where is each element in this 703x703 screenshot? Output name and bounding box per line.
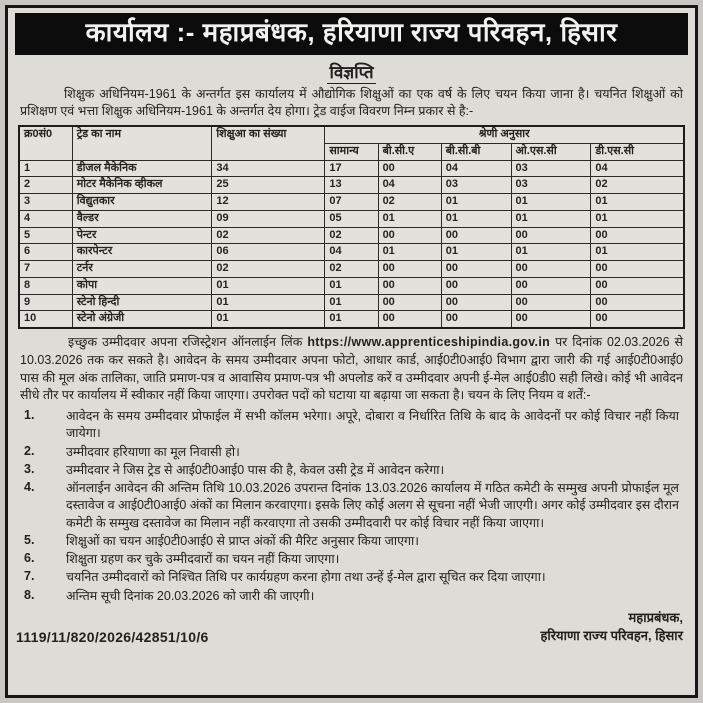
- condition-number: 2.: [24, 443, 35, 458]
- document-frame: [5, 5, 698, 698]
- cell-osc: 01: [511, 194, 591, 211]
- registration-url-text: https://www.apprenticeshipindia.gov.in: [307, 335, 551, 349]
- cell-bcb: 00: [441, 261, 511, 278]
- column-header-bcb: बी.सी.बी: [441, 143, 511, 160]
- condition-number: 4.: [24, 480, 35, 494]
- condition-text: उम्मीदवार ने जिस ट्रेड से आई0टी0आई0 पास की है, केवल उसी ट्रेड में आवेदन करेगा।: [66, 462, 445, 477]
- footer: [16, 609, 683, 645]
- cell-serial: 5: [19, 227, 72, 244]
- cell-bca: 00: [378, 160, 441, 177]
- cell-trade-name: कोपा: [72, 277, 212, 294]
- cell-general: 13: [325, 177, 378, 194]
- table-row: [19, 194, 684, 211]
- cell-general: 01: [325, 277, 378, 294]
- cell-general: 07: [325, 194, 378, 211]
- reference-number: 1119/11/820/2026/42851/10/6: [16, 629, 209, 646]
- cell-dsc: 00: [591, 277, 684, 294]
- cell-bcb: 03: [441, 177, 511, 194]
- column-header-bca: बी.सी.ए: [378, 143, 441, 160]
- condition-number: 7.: [24, 569, 35, 584]
- condition-text: ऑनलाईन आवेदन की अन्तिम तिथि 10.03.2026 उपरान्त दिनांक 13.03.2026 कार्यालय में गठित कमेटी के सम्मुख अपनी प्रोफाईल मूल दस्तावेज व आई0टी0आई0 अंकों का मिलान करवाएगा। इसके लिए कोई अलग से सूचना नहीं भेजी जाएगी। अगर कोई उम्मीदवार इस दौरान कमेटी के सम्मुख दस्तावेज का मिलान नहीं करवाएगा तो उसकी उम्मीदवारी पर कोई विचार नहीं किया जाएगा।: [66, 481, 679, 530]
- condition-item: [20, 569, 683, 586]
- cell-trade-name: वैल्डर: [72, 210, 212, 227]
- condition-text: चयनित उम्मीदवारों को निश्चित तिथि पर कार्यग्रहण करना होगा तथा उन्हें ई-मेल द्वारा सूचित कर दिया जाएगा।: [66, 570, 546, 585]
- condition-text: अन्तिम सूची दिनांक 20.03.2026 को जारी की जाएगी।: [66, 588, 315, 603]
- cell-dsc: 00: [591, 261, 684, 278]
- cell-serial: 2: [19, 177, 72, 194]
- cell-apprentice-count: 02: [212, 227, 325, 244]
- column-header-count: शिक्षुआ का संख्या: [212, 126, 325, 160]
- registration-text-before: इच्छुक उम्मीदवार अपना रजिस्ट्रेशन ऑनलाईन लिंक: [68, 335, 303, 349]
- cell-bcb: 01: [441, 210, 511, 227]
- cell-serial: 9: [19, 294, 72, 311]
- condition-item: [20, 444, 683, 461]
- cell-general: 17: [325, 160, 378, 177]
- cell-dsc: 00: [591, 311, 684, 328]
- cell-serial: 8: [19, 277, 72, 294]
- table-row: [19, 160, 684, 177]
- office-header-title: कार्यालय :- महाप्रबंधक, हरियाणा राज्य परिवहन, हिसार: [85, 17, 618, 47]
- cell-osc: 00: [511, 311, 591, 328]
- cell-bca: 01: [378, 244, 441, 261]
- table-row: [19, 227, 684, 244]
- condition-item: [20, 551, 683, 568]
- cell-general: 04: [325, 244, 378, 261]
- cell-bca: 00: [378, 227, 441, 244]
- cell-bca: 00: [378, 277, 441, 294]
- cell-general: 02: [325, 227, 378, 244]
- cell-osc: 03: [511, 160, 591, 177]
- column-header-serial: क्र0सं0: [19, 126, 72, 160]
- cell-trade-name: टर्नर: [72, 261, 212, 278]
- table-row: [19, 261, 684, 278]
- cell-trade-name: विद्युतकार: [72, 194, 212, 211]
- cell-bca: 04: [378, 177, 441, 194]
- condition-text: आवेदन के समय उम्मीदवार प्रोफाईल में सभी कॉलम भरेगा। अपूरे, दोबारा व निर्धारित तिथि के बाद के आवेदनों पर कोई विचार नहीं किया जायेगा।: [66, 409, 679, 441]
- condition-item: [20, 408, 683, 443]
- cell-dsc: 01: [591, 194, 684, 211]
- cell-dsc: 01: [591, 244, 684, 261]
- cell-osc: 00: [511, 227, 591, 244]
- cell-apprentice-count: 02: [212, 261, 325, 278]
- cell-bcb: 00: [441, 277, 511, 294]
- cell-serial: 3: [19, 194, 72, 211]
- cell-trade-name: डीजल मैकेनिक: [72, 160, 212, 177]
- cell-dsc: 00: [591, 227, 684, 244]
- cell-apprentice-count: 09: [212, 210, 325, 227]
- cell-dsc: 00: [591, 294, 684, 311]
- column-header-general: सामान्य: [325, 143, 378, 160]
- cell-osc: 01: [511, 210, 591, 227]
- table-row: [19, 311, 684, 328]
- cell-general: 01: [325, 294, 378, 311]
- cell-trade-name: मोटर मैकेनिक व्हीकल: [72, 177, 212, 194]
- condition-number: 1.: [24, 408, 35, 422]
- column-header-category-group: श्रेणी अनुसार: [325, 126, 684, 143]
- cell-bcb: 04: [441, 160, 511, 177]
- cell-general: 02: [325, 261, 378, 278]
- cell-bca: 00: [378, 261, 441, 278]
- table-row: [19, 177, 684, 194]
- table-row: [19, 294, 684, 311]
- registration-text-after: पर दिनांक 02.03.2026 से 10.03.2026 तक कर सकते है। आवेदन के समय उम्मीदवार अपना फोटो, आधार कार्ड, आई0टी0आई0 विभाग द्वारा जारी की गई आई0टी0आई0 पास की मूल अंक तालिका, जाति प्रमाण-पत्र व आवासिय प्रमाण-पत्र भी अपलोड करें व उम्मीदवार अपनी ई-मेल आई0डी0 सही लिखे। कोई भी आवेदन सीधे तौर पर कार्यालय में स्वीकार नहीं किया जाएगा। उपरोक्त पदों को घटाया या बढ़ाया जा सकता है। चयन के लिए नियम व शर्तें:-: [20, 335, 684, 403]
- cell-bcb: 01: [441, 194, 511, 211]
- condition-number: 5.: [24, 532, 35, 547]
- cell-trade-name: पेन्टर: [72, 227, 212, 244]
- cell-general: 05: [325, 210, 378, 227]
- cell-bcb: 01: [441, 244, 511, 261]
- cell-serial: 1: [19, 160, 72, 177]
- cell-osc: 00: [511, 261, 591, 278]
- cell-serial: 7: [19, 261, 72, 278]
- column-header-dsc: डी.एस.सी: [591, 143, 684, 160]
- cell-general: 01: [325, 311, 378, 328]
- cell-bca: 01: [378, 210, 441, 227]
- condition-number: 8.: [24, 587, 35, 602]
- condition-item: [20, 480, 683, 532]
- cell-dsc: 04: [591, 160, 684, 177]
- column-header-osc: ओ.एस.सी: [511, 143, 591, 160]
- condition-number: 3.: [24, 461, 35, 476]
- cell-apprentice-count: 01: [212, 311, 325, 328]
- cell-apprentice-count: 34: [212, 160, 325, 177]
- notice-title: विज्ञप्ति: [329, 62, 374, 82]
- table-row: [19, 277, 684, 294]
- cell-trade-name: स्टेनो अंग्रेजी: [72, 311, 212, 328]
- cell-apprentice-count: 25: [212, 177, 325, 194]
- cell-osc: 00: [511, 294, 591, 311]
- cell-dsc: 01: [591, 210, 684, 227]
- condition-text: उम्मीदवार हरियाणा का मूल निवासी हो।: [66, 444, 240, 459]
- cell-bcb: 00: [441, 294, 511, 311]
- signature-office: हरियाणा राज्य परिवहन, हिसार: [540, 627, 683, 643]
- cell-bcb: 00: [441, 227, 511, 244]
- office-header-bar: [15, 13, 688, 55]
- cell-serial: 4: [19, 210, 72, 227]
- table-row: [19, 244, 684, 261]
- cell-bca: 00: [378, 294, 441, 311]
- cell-osc: 01: [511, 244, 591, 261]
- cell-osc: 00: [511, 277, 591, 294]
- signature-designation: महाप्रबंधक,: [628, 609, 683, 625]
- cell-apprentice-count: 12: [212, 194, 325, 211]
- cell-trade-name: कारपेन्टर: [72, 244, 212, 261]
- condition-text: शिक्षुओं का चयन आई0टी0आई0 से प्राप्त अंकों की मैरिट अनुसार किया जाएगा।: [66, 533, 420, 548]
- table-row: [19, 210, 684, 227]
- cell-apprentice-count: 01: [212, 294, 325, 311]
- cell-serial: 6: [19, 244, 72, 261]
- cell-bca: 00: [378, 311, 441, 328]
- condition-item: [20, 533, 683, 550]
- registration-paragraph: [20, 334, 683, 405]
- condition-text: शिक्षुता ग्रहण कर चुके उम्मीदवारों का चयन नहीं किया जाएगा।: [66, 552, 340, 566]
- condition-number: 6.: [24, 551, 35, 565]
- condition-item: [20, 462, 683, 479]
- cell-dsc: 02: [591, 177, 684, 194]
- cell-trade-name: स्टेनो हिन्दी: [72, 294, 212, 311]
- cell-serial: 10: [19, 311, 72, 328]
- cell-apprentice-count: 06: [212, 244, 325, 261]
- condition-item: [20, 588, 683, 605]
- intro-paragraph: शिक्षुक अधिनियम-1961 के अन्तर्गत इस कार्यालय में औद्योगिक शिक्षुओं का एक वर्ष के लिए चयन किया जाना है। चयनित शिक्षुओं को प्रशिक्षण एवं भत्ता शिक्षुक अधिनियम-1961 के अन्तर्गत देय होगा। ट्रेड वाईज विवरण निम्न प्रकार से है:-: [20, 86, 683, 119]
- cell-bca: 02: [378, 194, 441, 211]
- cell-apprentice-count: 01: [212, 277, 325, 294]
- cell-bcb: 00: [441, 311, 511, 328]
- cell-osc: 03: [511, 177, 591, 194]
- signature-block: [540, 609, 683, 645]
- conditions-list: [20, 408, 683, 605]
- column-header-trade: ट्रेड का नाम: [72, 126, 212, 160]
- trades-table: [18, 125, 685, 329]
